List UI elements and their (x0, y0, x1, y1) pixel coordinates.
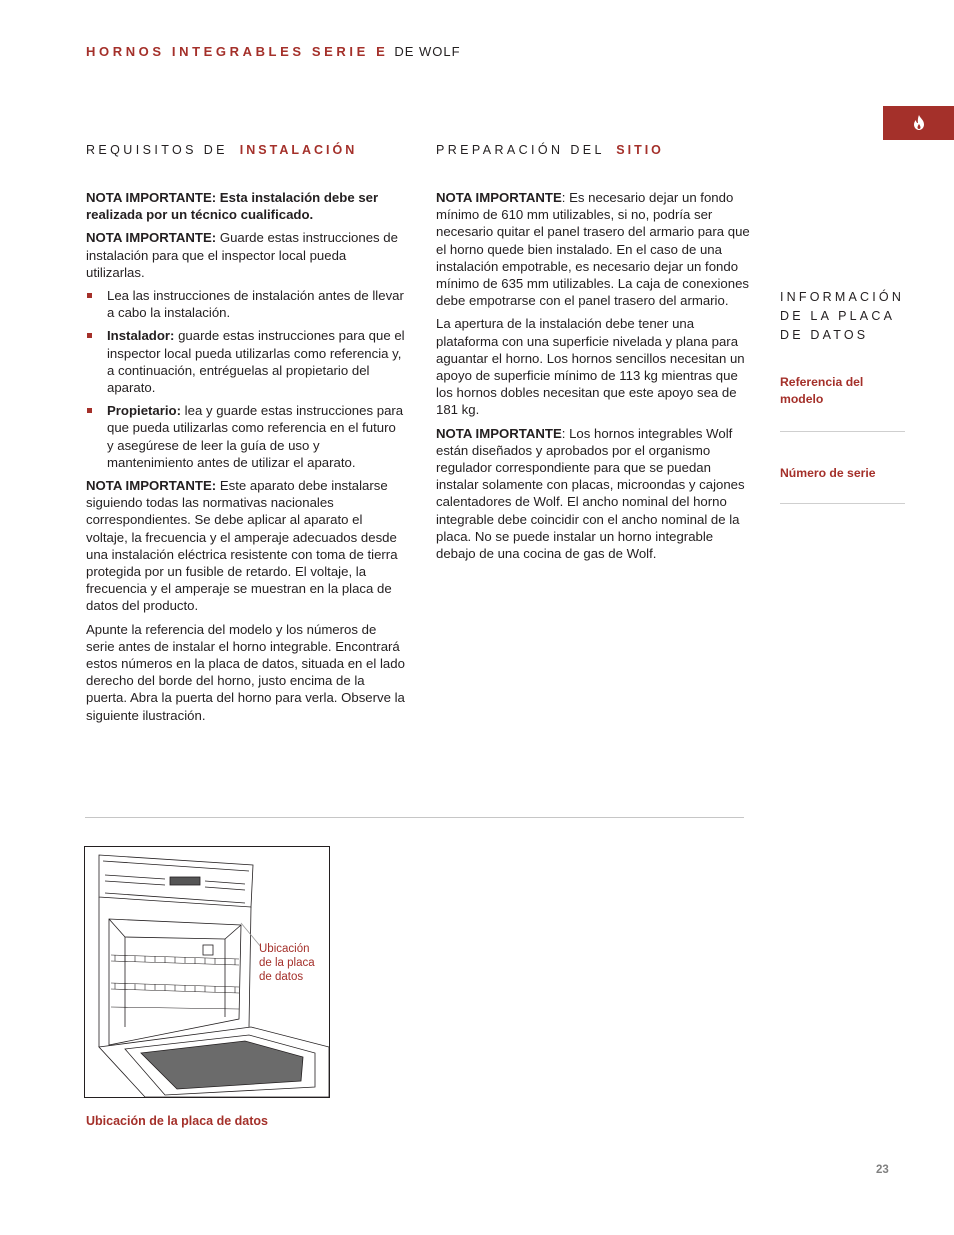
serial-number-write-line (780, 503, 905, 504)
bullet-icon (87, 333, 92, 338)
header-brand: HORNOS INTEGRABLES SERIE E (86, 44, 389, 59)
data-plate-location-label: Ubicación de la placa de datos (259, 943, 315, 983)
data-plate-info-heading: INFORMACIÓN DE LA PLACA DE DATOS (780, 290, 905, 342)
note-compatibility: NOTA IMPORTANTE: Los hornos integrables Wolf están diseñados y aprobados por el organismo regulador correspondiente para que se puedan instalar solamente con placas, microondas y cajones calentadores de Wolf. El ancho nominal del horno integrable debe coincidir con el ancho nominal de la placa. No se puede instalar un horno integrable debajo de una cocina de gas de Wolf. (436, 425, 745, 562)
list-item: Instalador: guarde estas instrucciones para que el inspector local pueda utilizarlas como referencia y, a continuación, entréguelas al propietario del aparato. (86, 327, 406, 396)
instruction-list (86, 287, 406, 471)
platform-requirements: La apertura de la instalación debe tener una plataforma con una superficie nivelada y plana para aguantar el horno. Los hornos sencillos necesitan un apoyo de superficie mínimo de 113 kg mientras que los hornos dobles necesitan que este apoyo sea de 181 kg. (436, 316, 745, 418)
serial-number-instructions: Apunte la referencia del modelo y los números de serie antes de instalar el horno integrable. Encontrará estos números en la placa de datos, situada en el lado derecho del borde del horno, justo encima de la puerta. Abra la puerta del horno para verla. Observe la siguiente ilustración. (86, 621, 405, 723)
installation-requirements-body (86, 189, 406, 730)
heading-accent: SITIO (616, 143, 664, 157)
note-keep-instructions: NOTA IMPORTANTE: Guarde estas instrucciones de instalación para que el inspector local pueda utilizarlas. (86, 230, 398, 280)
figure-caption: Ubicación de la placa de datos (86, 1114, 269, 1128)
installation-requirements-heading (86, 143, 357, 157)
model-number-field-label: Referencia del modelo (780, 375, 864, 406)
site-preparation-body (436, 189, 756, 568)
header-suffix: DE WOLF (394, 44, 461, 59)
page-number: 23 (876, 1164, 889, 1176)
list-item: Propietario: lea y guarde estas instrucciones para que pueda utilizarlas como referencia en el futuro y asegúrese de leer la guía de uso y mantenimiento antes de utilizar el aparato. (86, 402, 406, 471)
note-technician: NOTA IMPORTANTE: Esta instalación debe ser realizada por un técnico cualificado. (86, 190, 379, 223)
note-depth: NOTA IMPORTANTE: Es necesario dejar un fondo mínimo de 610 mm utilizables, si no, podría ser necesario quitar el panel trasero del armario para que el horno quede bien instalado. En el caso de una instalación empotrable, es necesario dejar un fondo mínimo de 635 mm utilizables. La caja de conexiones debe empotrarse con el panel trasero del armario. (436, 190, 750, 309)
note-electrical: NOTA IMPORTANTE: Este aparato debe instalarse siguiendo todas las normativas nacionales correspondientes. Se debe aplicar al aparato el voltaje, la frecuencia y el amperaje adecuados desde una instalación eléctrica resistente con toma de tierra protegida por un fusible de retardo. El voltaje, la frecuencia y el amperaje se muestran en la placa de datos del producto. (86, 478, 398, 614)
serial-number-field-label: Número de serie (780, 466, 876, 480)
heading-accent: INSTALACIÓN (239, 143, 358, 157)
section-tab (883, 106, 954, 140)
model-number-write-line (780, 431, 905, 432)
heading-plain: PREPARACIÓN DEL (436, 143, 605, 157)
list-item: Lea las instrucciones de instalación antes de llevar a cabo la instalación. (86, 287, 406, 321)
heading-plain: REQUISITOS DE (86, 143, 228, 157)
bullet-icon (87, 408, 92, 413)
site-preparation-heading (436, 143, 664, 157)
running-header (86, 44, 461, 59)
bullet-icon (87, 293, 92, 298)
flame-icon (913, 115, 925, 130)
section-divider (85, 817, 744, 818)
